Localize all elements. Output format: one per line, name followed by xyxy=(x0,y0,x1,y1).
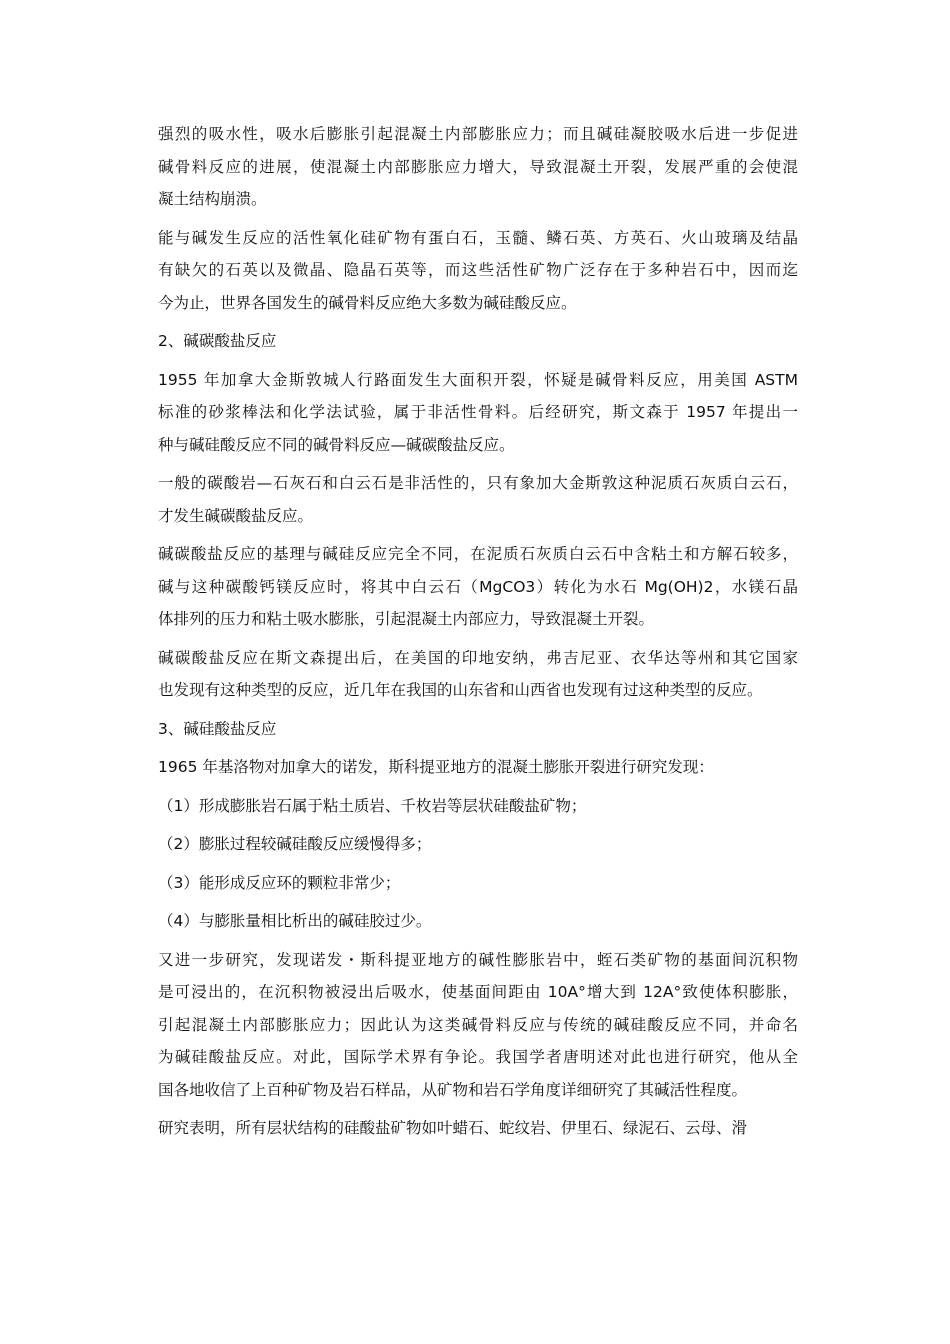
paragraph xyxy=(158,790,798,823)
text-line: （2）膨胀过程较碱硅酸反应缓慢得多； xyxy=(158,835,432,853)
text-line: 为碱硅酸盐反应。对此，国际学术界有争论。我国学者唐明述对此也进行研究，他从全 xyxy=(158,1048,798,1066)
text-line: （1）形成膨胀岩石属于粘土质岩、千枚岩等层状硅酸盐矿物； xyxy=(158,796,587,815)
paragraph xyxy=(158,538,798,636)
text-line: 体排列的压力和粘土吸水膨胀，引起混凝土内部应力，导致混凝土开裂。 xyxy=(158,610,655,628)
text-line: 才发生碱碳酸盐反应。 xyxy=(158,506,314,525)
text-line: 一般的碳酸岩—石灰石和白云石是非活性的，只有象加大金斯敦这种泥质石灰质白云石， xyxy=(158,474,798,492)
paragraph xyxy=(158,751,798,784)
text-line: 1955 年加拿大金斯敦城人行路面发生大面积开裂，怀疑是碱骨料反应，用美国 ASTM xyxy=(158,370,798,389)
paragraph xyxy=(158,944,798,1107)
document-page xyxy=(158,118,798,1151)
text-line: 碱与这种碳酸钙镁反应时，将其中白云石（MgCO3）转化为水石 Mg(OH)2，水镁石晶 xyxy=(158,577,798,596)
text-line: 是可浸出的，在沉积物被浸出后吸水，使基面间距由 10A°增大到 12A°致使体积膨胀， xyxy=(158,983,798,1001)
text-line: 有缺欠的石英以及微晶、隐晶石英等，而这些活性矿物广泛存在于多种岩石中，因而迄 xyxy=(158,261,798,279)
paragraph xyxy=(158,713,798,746)
text-line: 强烈的吸水性，吸水后膨胀引起混凝土内部膨胀应力；而且碱硅凝胶吸水后进一步促进 xyxy=(158,125,798,143)
paragraph xyxy=(158,118,798,216)
text-line: （3）能形成反应环的颗粒非常少； xyxy=(158,873,401,892)
text-line: 标准的砂浆棒法和化学法试验，属于非活性骨料。后经研究，斯文森于 1957 年提出一 xyxy=(158,403,798,421)
paragraph xyxy=(158,222,798,320)
paragraph xyxy=(158,905,798,938)
text-line: 凝土结构崩溃。 xyxy=(158,190,267,208)
paragraph xyxy=(158,325,798,358)
text-line: 种与碱硅酸反应不同的碱骨料反应—碱碳酸盐反应。 xyxy=(158,435,515,454)
paragraph xyxy=(158,867,798,900)
text-line: 又进一步研究，发现诺发・斯科提亚地方的碱性膨胀岩中，蛭石类矿物的基面间沉积物 xyxy=(158,950,798,969)
text-line: （4）与膨胀量相比析出的碱硅胶过少。 xyxy=(158,912,432,930)
paragraph xyxy=(158,467,798,532)
text-line: 研究表明，所有层状结构的硅酸盐矿物如叶蜡石、蛇纹岩、伊里石、绿泥石、云母、滑 xyxy=(158,1119,748,1137)
text-line: 3、碱硅酸盐反应 xyxy=(158,719,277,738)
text-line: 国各地收信了上百种矿物及岩石样品，从矿物和岩石学角度详细研究了其碱活性程度。 xyxy=(158,1080,748,1099)
paragraph xyxy=(158,364,798,462)
paragraph xyxy=(158,1112,798,1145)
text-line: 2、碱碳酸盐反应 xyxy=(158,332,277,350)
text-line: 引起混凝土内部膨胀应力；因此认为这类碱骨料反应与传统的碱硅酸反应不同，并命名 xyxy=(158,1015,798,1034)
text-line: 碱骨料反应的进展，使混凝土内部膨胀应力增大，导致混凝土开裂，发展严重的会使混 xyxy=(158,157,798,176)
paragraph xyxy=(158,642,798,707)
text-line: 今为止，世界各国发生的碱骨料反应绝大多数为碱硅酸反应。 xyxy=(158,293,577,312)
text-line: 也发现有这种类型的反应，近几年在我国的山东省和山西省也发现有过这种类型的反应。 xyxy=(158,681,763,699)
text-line: 能与碱发生反应的活性氧化硅矿物有蛋白石，玉髓、鳞石英、方英石、火山玻璃及结晶 xyxy=(158,228,798,247)
text-line: 碱碳酸盐反应的基理与碱硅反应完全不同，在泥质石灰质白云石中含粘土和方解石较多， xyxy=(158,545,798,563)
text-line: 1965 年基洛物对加拿大的诺发，斯科提亚地方的混凝土膨胀开裂进行研究发现： xyxy=(158,758,714,776)
text-line: 碱碳酸盐反应在斯文森提出后，在美国的印地安纳，弗吉尼亚、衣华达等州和其它国家 xyxy=(158,648,798,667)
paragraph xyxy=(158,828,798,861)
